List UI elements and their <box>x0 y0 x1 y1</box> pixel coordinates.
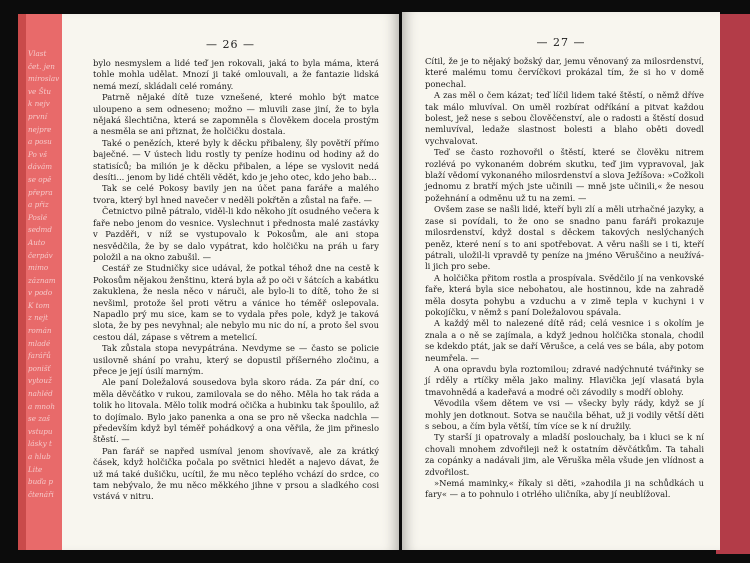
cover-text-line: mimo <box>28 263 49 273</box>
cover-text-line: nejpre <box>28 124 52 134</box>
paragraph: Teď se často rozhovořil o štěstí, které se člověku nitrem rozlévá po vykonaném dobrém skutku, teď jim vypravoval, jak blaží vědomí vykonaného milosrdenství a slova Ježíšova: »Cožkoli jednomu z bratří mých jste učinili — mně jste učinili,« že nesou požehnání a odměnu už tu na zemi. — <box>425 147 704 203</box>
paragraph: Ovšem zase se našli lidé, kteří byli zlí a měli utrhačné jazyky, a zase si povídali, to že ono se snadno panu faráři prokazuje milosrdenství, když dostal s děckem takových neslýchaných peněz, které není s to ani spotřebovat. A věru našli se i ti, kteří pátrali, uložil-li vpravdě ty peníze na jméno Věruščino a neužívá-li jich pro sebe. <box>425 204 704 272</box>
page-text <box>402 56 720 501</box>
cover-text-line: román <box>28 326 52 336</box>
page-text <box>62 58 399 503</box>
paragraph: Ty starší ji opatrovaly a mladší poslouchaly, ba i kluci se k ní chovali mnohem zdvořileji než k ostatním děvčátkům. Ta tahali za copánky a nadávali jim, ale Věruška měla všude jen vlídnost a zdvořilost. <box>425 432 704 477</box>
page-number: — 26 — <box>206 38 255 51</box>
right-cover-edge <box>716 14 750 554</box>
cover-text-line: a hlub <box>28 452 51 461</box>
paragraph: Věvodila všem dětem ve vsi — všecky byly rády, když se jí mohly jen dotknout. Sotva se naučila běhat, už ji vodily větší děti s sebou, a čím byla větší, tím více se k ní družily. <box>425 398 704 431</box>
cover-text-line: a přiz <box>28 200 49 210</box>
paragraph: Tak se celé Pokosy bavily jen na účet pana faráře a malého tvora, který byl hned navečer v neděli pokřtěn a zůstal na faře. — <box>93 183 379 205</box>
cover-text-line: Auto <box>28 237 46 247</box>
cover-text-line: záznam <box>28 275 56 285</box>
cover-text-line: lásky t <box>28 439 52 449</box>
paragraph: »Nemá maminky,« říkaly si děti, »zahodila ji na schůdkách u fary« — a to pohnulo i otrlého uličníka, aby jí neublížoval. <box>425 478 704 500</box>
cover-text-line: se zaš <box>28 414 50 424</box>
cover-text-line: ve Štu <box>28 86 52 96</box>
left-page <box>62 14 399 550</box>
paragraph: Patrně nějaké dítě tuze vznešené, které mohlo být matce uloupeno a sem odneseno; možno — mluvili zase jiní, že to byla nějaká šlechtična, která se zapomněla s člověkem docela prostým a nesměla se ani přiznat, že holčičku dostala. <box>93 92 379 137</box>
cover-text-line: K tom <box>28 300 50 310</box>
cover-text-line: se opě <box>28 174 52 184</box>
cover-text-line: mladé <box>28 338 51 348</box>
cover-text-line: Vlast <box>28 49 47 58</box>
paragraph: A zas měl o čem kázat; teď líčil lidem také štěstí, o němž dříve tak málo mluvíval. On uměl rozbírat odříkání a pitvat každou bolest, jež nese s sebou člověčenství, ale o radosti a štěstí dosud nemluvíval, ledaže slastnost bolesti a blaho oběti dovedl vychvalovat. <box>425 90 704 146</box>
paragraph: A ona opravdu byla roztomilou; zdravé nadýchnuté tvářinky se jí rděly a rtíčky měla jako maliny. Hlavička její vlasatá byla tmavohnědá a kadeřavá a modré oči závodily s modří oblohy. <box>425 363 704 397</box>
cover-text-line: přepra <box>28 187 53 197</box>
cover-edge <box>18 14 26 550</box>
right-page <box>402 12 720 550</box>
paragraph: bylo nesmyslem a lidé teď jen rokovali, jaká to byla máma, která tohle mohla udělat. Mnozí ji také omlouvali, a že fantazie lidská nemá mezí, skládali celé romány. <box>93 58 379 91</box>
cover-text-line: farářů <box>28 351 51 361</box>
cover-text-line: z nejt <box>28 313 49 323</box>
cover-text-line: vstupu <box>28 426 53 436</box>
paragraph: Cítil, že je to nějaký božský dar, jemu věnovaný za milosrdenství, které malému tomu červíčkovi prokázal tím, že si ho v domě ponechal. <box>425 56 704 89</box>
cover-text-line: první <box>28 111 48 121</box>
paragraph: Pan farář se napřed usmíval jenom shovívavě, ale za krátký čásek, když holčička počala po světnici hledět a najevo dávat, že už má také dušičku, ucítil, že mu něco teplého vchází do srdce, co tam nebývalo, že mu něco měkkého jihne v prsou a sladkého cosi vstává v nitru. <box>93 445 379 502</box>
paragraph: Četnictvo pilně pátralo, viděl-li kdo někoho jít osudného večera k faře nebo jenom do vesnice. Vyslechnut i přednosta malé zastávky v Pazděři, v níž se vystupovalo k Pokosům, ale ani stopa nesvědčila, že by se dalo vypátrat, kdo holčičku na práh u fary položil a na okno zabušil. — <box>93 206 379 262</box>
paragraph: Cestář ze Studničky sice udával, že potkal téhož dne na cestě k Pokosům nějakou ženštinu, která byla až po oči v šátcích a kabátku zakuklena, že nesla něco v náruči, ale bylo-li to dítě, toho že si nevšiml, protože šel proti větru a vánice ho téměř oslepovala. Napadlo prý mu sice, kam se to vydala přes pole, když je taková slota, že by pes nevyhnal; ale nebylo mu nic do ní, a proto šel svou cestou dál, zápase s větrem a metelicí. <box>93 263 379 342</box>
cover-text-line: vytouž <box>28 376 52 386</box>
cover-text-line: buďa p <box>28 477 54 487</box>
cover-text-line: k nejv <box>28 99 50 109</box>
cover-text-line: a mnoh <box>28 401 55 411</box>
cover-text-line: dávám <box>28 162 53 172</box>
cover-text-line: a posu <box>28 137 52 147</box>
cover-text-line: Lite <box>28 464 43 474</box>
cover-text-line: čet. jen <box>28 61 55 71</box>
cover-text-line: nahléd <box>28 389 53 399</box>
paragraph: Tak zůstala stopa nevypátrána. Nevdyme se — často se policie usilovně shání po vrahu, který se dopustil příšerného zločinu, a přece je její úsilí marným. <box>93 343 379 376</box>
cover-text-line: Po vš <box>28 149 47 159</box>
paragraph: A každý měl to nalezené dítě rád; celá vesnice i s okolím je znala a o ně se zajímala, a když jednou holčička stonala, chodil se kdekdo ptát, jak se daří Věrušce, a celá ves se bála, aby potom neumřela. — <box>425 318 704 363</box>
paragraph: Také o penězích, které byly k děcku přibaleny, šly povětří přímo baječné. — V ústech lidu rostly ty peníze hodinu od hodiny až do statisíců; ba milión je k děcku přibalen, a lépe se vyslovit nedá desíti... jenom by lidé chtěli vědět, kdo je jeho otec, kdo jeho bab... <box>93 137 379 183</box>
cover-text-line: čerpáv <box>28 250 53 260</box>
cover-text-line: ponišť <box>28 363 51 373</box>
paragraph: A holčička přitom rostla a prospívala. Svědčilo jí na venkovské faře, která byla sice nebohatou, ale hostinnou, kde na zahradě měla dosyta pohybu a vzduchu a v zimě tepla v kuchyni i v pokojíčku, v němž s paní Doležalovou spávala. <box>425 272 704 317</box>
cover-text-line: Poslé <box>28 212 48 222</box>
cover-text-line: sedmd <box>28 225 52 235</box>
paragraph: Ale paní Doležalová sousedova byla skoro ráda. Za pár dní, co měla děvčátko v rukou, zamilovala se do něho. Měla ho tak ráda a tolik ho litovala. Mělo tolik modrá očička a hubinku tak špoulilo, až to dojímalo. Bylo jako panenka a ona se pro ně všecka nadchla — především když byl téměř pohádkový a ona věřila, že jim přineslo štěstí. — <box>93 377 379 445</box>
page-number: — 27 — <box>536 36 586 49</box>
cover-text-line: čtenáři <box>28 489 54 499</box>
cover-text-line: v podo <box>28 288 53 298</box>
cover-text-line: miroslav <box>28 74 60 84</box>
